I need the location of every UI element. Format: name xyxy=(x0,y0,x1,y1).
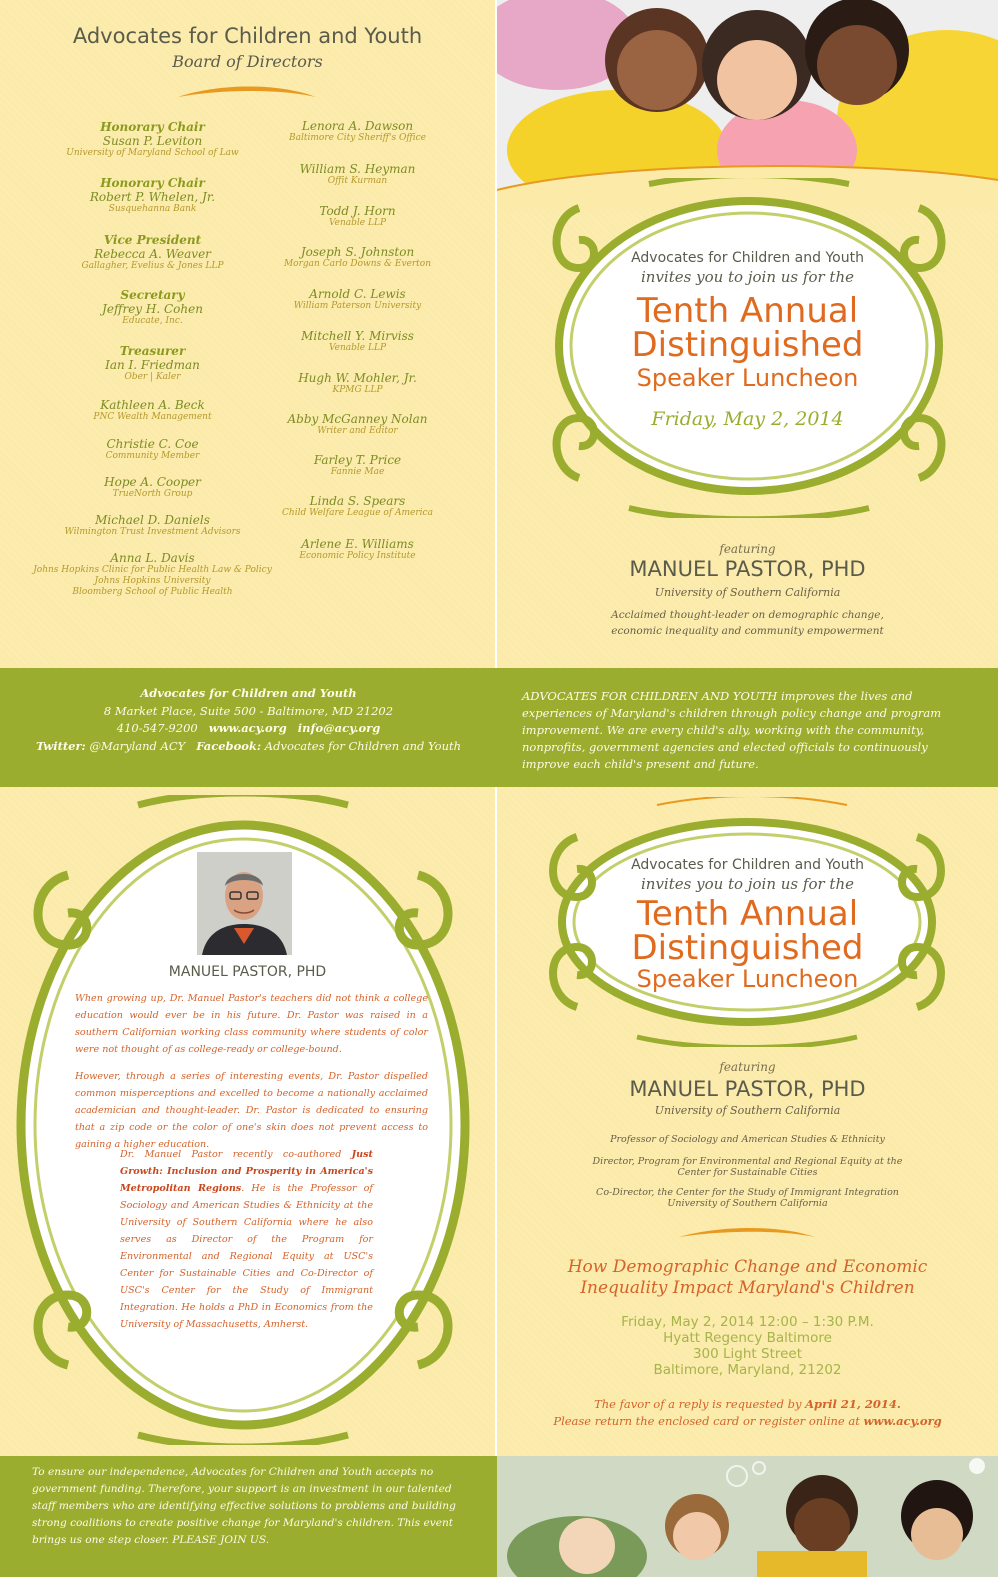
cover-univ: University of Southern California xyxy=(654,586,841,599)
cover-panel xyxy=(497,0,998,668)
board-member: Honorary Chair Susan P. Leviton University of Maryland School of Law xyxy=(66,120,239,158)
bio-book-title: Just Growth: Inclusion and Prosperity in America's Metropolitan Regions xyxy=(120,1149,373,1194)
cover-title-2: Distinguished xyxy=(631,325,864,365)
board-member: Christie C. Coe Community Member xyxy=(105,437,200,461)
board-member: Todd J. Horn Venable LLP xyxy=(319,204,396,228)
invite-invite-line: invites you to join us for the xyxy=(641,875,854,893)
divider-swoosh xyxy=(176,82,318,100)
board-member: Linda S. Spears Child Welfare League of America xyxy=(282,494,433,518)
mission-text: improves the lives and experiences of Maryland's children through policy change and program improvement. We are every child's ally, working with the community, nonprofits, government agencies and elected officials to continuously improve each child's present and future. xyxy=(522,689,942,771)
contact-block xyxy=(0,668,497,787)
board-member: Honorary Chair Robert P. Whelen, Jr. Susquehanna Bank xyxy=(89,176,216,214)
invite-title-3: Speaker Luncheon xyxy=(636,965,859,993)
invite-rsvp-line-1: The favor of a reply is requested by April 21, 2014. xyxy=(594,1397,901,1411)
cover-speaker: MANUEL PASTOR, PHD xyxy=(629,557,866,581)
board-panel xyxy=(0,0,495,668)
footer-text: To ensure our independence, Advocates for Children and Youth accepts no government funding. Therefore, your support is an investment in our talented staff members who are identifying effective solutions to problems and building strong coalitions to create positive change for Maryland's children. This event brings us one step closer. PLEASE JOIN US. xyxy=(32,1466,456,1546)
bio-paragraph-2: However, through a series of interesting events, Dr. Pastor dispelled common misperceptions and excelled to become a nationally acclaimed academician and thought-leader. Dr. Pastor is dedicated to ensuring that a zip code or the color of one's skin does not prevent access to gaining a higher education. xyxy=(75,1071,428,1150)
board-member: Michael D. Daniels Wilmington Trust Investment Advisors xyxy=(64,513,241,537)
cover-desc-1: Acclaimed thought-leader on demographic change, xyxy=(611,609,884,621)
twitter-handle[interactable]: @Maryland ACY xyxy=(89,738,186,753)
invite-venue: Hyatt Regency Baltimore xyxy=(663,1330,832,1346)
invite-when: Friday, May 2, 2014 12:00 – 1:30 P.M. xyxy=(621,1314,874,1330)
cover-featuring: featuring xyxy=(719,542,776,556)
board-member: Arnold C. Lewis William Paterson University xyxy=(293,287,422,311)
cover-date: Friday, May 2, 2014 xyxy=(651,408,844,430)
cover-title-1: Tenth Annual xyxy=(636,291,859,331)
bio-speaker-name: MANUEL PASTOR, PHD xyxy=(168,964,327,980)
contact-org: Advocates for Children and Youth xyxy=(140,686,357,700)
facebook-label: Facebook: xyxy=(196,738,262,753)
bio-panel xyxy=(0,787,495,1456)
invite-speaker: MANUEL PASTOR, PHD xyxy=(629,1077,866,1101)
register-link[interactable]: www.acy.org xyxy=(863,1414,942,1428)
cover-title-3: Speaker Luncheon xyxy=(636,364,859,392)
mission-lead: ADVOCATES FOR CHILDREN AND YOUTH xyxy=(522,689,778,703)
invite-univ: University of Southern California xyxy=(654,1104,841,1117)
invite-city: Baltimore, Maryland, 21202 xyxy=(653,1362,842,1378)
contact-address: 8 Market Place, Suite 500 - Baltimore, MD 21202 xyxy=(103,703,394,718)
board-member: Treasurer Ian I. Friedman Ober | Kaler xyxy=(105,344,200,382)
cover-desc-2: economic inequality and community empowerment xyxy=(611,625,884,637)
invite-title-1: Tenth Annual xyxy=(636,894,859,934)
mission-statement xyxy=(522,688,974,773)
bio-paragraph-3: Dr. Manuel Pastor recently co-authored Just Growth: Inclusion and Prosperity in America's Metropolitan Regions. He is the Professor of Sociology and American Studies & Ethnicity at the University of Southern California where he also serves as Director of the Program for Environmental and Regional Equity at USC's Center for Sustainable Cities and Co-Director of USC's Center for the Study of Immigrant Integration. He holds a PhD in Economics from the University of Massachusetts, Amherst. xyxy=(120,1149,373,1330)
board-member: Abby McGanney Nolan Writer and Editor xyxy=(287,412,428,436)
board-member: Joseph S. Johnston Morgan Carlo Downs & Everton xyxy=(283,245,432,269)
invite-divider-swoosh xyxy=(677,1224,817,1240)
board-subtitle: Board of Directors xyxy=(172,52,323,71)
facebook-handle[interactable]: Advocates for Children and Youth xyxy=(264,738,461,753)
board-member: Secretary Jeffrey H. Cohen Educate, Inc. xyxy=(102,288,203,326)
invite-street: 300 Light Street xyxy=(692,1346,803,1362)
invite-topic-1: How Demographic Change and Economic xyxy=(567,1257,928,1277)
contact-email-link[interactable]: info@acy.org xyxy=(297,721,381,735)
kids-photo xyxy=(497,1456,998,1577)
board-member: William S. Heyman Offit Kurman xyxy=(299,162,416,186)
board-member: Kathleen A. Beck PNC Wealth Management xyxy=(93,398,212,422)
speaker-headshot xyxy=(197,852,292,955)
board-member: Hope A. Cooper TrueNorth Group xyxy=(104,475,201,499)
rsvp-deadline: April 21, 2014. xyxy=(805,1397,901,1411)
cover-org-line: Advocates for Children and Youth xyxy=(631,250,864,266)
invite-rsvp-line-2: Please return the enclosed card or register online at www.acy.org xyxy=(553,1414,942,1428)
invite-role-3: Co-Director, the Center for the Study of Immigrant Integration University of Southern California xyxy=(596,1187,899,1209)
board-member: Vice President Rebecca A. Weaver Gallagher, Evelius & Jones LLP xyxy=(81,233,224,271)
invite-org-line: Advocates for Children and Youth xyxy=(631,857,864,873)
invite-featuring: featuring xyxy=(719,1060,776,1074)
green-band xyxy=(0,668,998,787)
invitation-panel xyxy=(497,787,998,1456)
board-member: Mitchell Y. Mirviss Venable LLP xyxy=(301,329,414,353)
footer-band xyxy=(0,1456,497,1577)
invite-role-2: Director, Program for Environmental and Regional Equity at the Center for Sustainable Cities xyxy=(592,1156,903,1178)
invite-topic-2: Inequality Impact Maryland's Children xyxy=(580,1278,915,1298)
invite-title-2: Distinguished xyxy=(631,928,864,968)
board-member: Anna L. Davis Johns Hopkins Clinic for Public Health Law & Policy Johns Hopkins University Bloomberg School of Public Health xyxy=(33,551,272,597)
contact-phone: 410-547-9200 xyxy=(116,721,198,735)
board-member: Hugh W. Mohler, Jr. KPMG LLP xyxy=(298,371,417,395)
twitter-label: Twitter: xyxy=(36,738,86,753)
board-member: Lenora A. Dawson Baltimore City Sheriff's Office xyxy=(289,119,426,143)
board-member: Farley T. Price Fannie Mae xyxy=(313,453,402,477)
contact-web-link[interactable]: www.acy.org xyxy=(208,721,287,735)
bio-paragraph-1: When growing up, Dr. Manuel Pastor's teachers did not think a college education would ever be in his future. Dr. Pastor was raised in a southern Californian working class community where students of color were not thought of as college-ready or college-bound. xyxy=(75,993,428,1055)
invite-role-1: Professor of Sociology and American Studies & Ethnicity xyxy=(610,1134,885,1145)
cover-invite-line: invites you to join us for the xyxy=(641,268,854,286)
board-org-name: Advocates for Children and Youth xyxy=(72,24,423,48)
board-member: Arlene E. Williams Economic Policy Institute xyxy=(299,537,416,561)
